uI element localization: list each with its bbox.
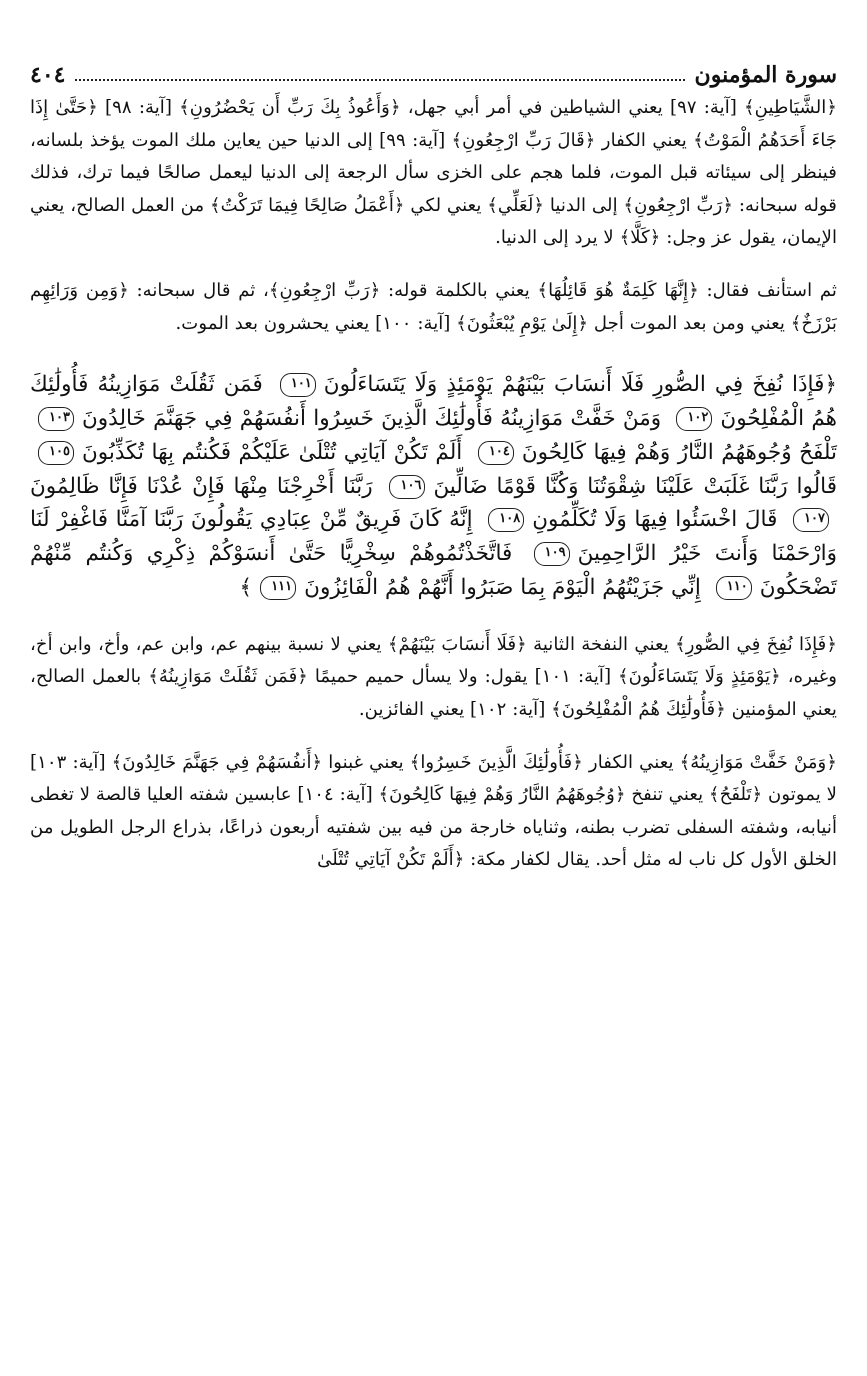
page-body (30, 92, 837, 877)
verse-text: أَلَمْ تَكُنْ آيَاتِي تُتْلَىٰ عَلَيْكُمْ فَكُنتُم بِهَا تُكَذِّبُونَ (82, 439, 463, 465)
verse-number-marker: ١٠٤ (478, 441, 514, 465)
verse-text: فَمَن ثَقُلَتْ مَوَازِينُهُ فَأُولَٰئِكَ هُمُ الْمُفْلِحُونَ (30, 372, 838, 431)
verse-text: وَمَنْ خَفَّتْ مَوَازِينُهُ فَأُولَٰئِكَ الَّذِينَ خَسِرُوا أَنفُسَهُمْ فِي جَهَنَّمَ خَالِدُونَ (82, 405, 662, 431)
verse-number-marker: ١٠١ (280, 373, 316, 397)
verse-number-marker: ١٠٥ (38, 441, 74, 465)
verse-number-marker: ١٠٢ (676, 407, 712, 431)
verse-text: تَلْفَحُ وُجُوهَهُمُ النَّارُ وَهُمْ فِيهَا كَالِحُونَ (521, 439, 837, 465)
verse-number-marker: ١٠٩ (534, 542, 570, 566)
surah-title: سورة المؤمنون (694, 62, 837, 88)
header-dotted-leader (75, 79, 684, 81)
tafsir-paragraph-4: ﴿وَمَنْ خَفَّتْ مَوَازِينُهُ﴾ يعني الكفار ﴿فَأُولَٰئِكَ الَّذِينَ خَسِرُوا﴾ يعني غبنوا ﴿أَنفُسَهُمْ فِي جَهَنَّمَ خَالِدُونَ﴾ [آية: ١٠٣] لا يموتون ﴿تَلْفَحُ﴾ يعني تنفخ ﴿وُجُوهَهُمُ النَّارُ وَهُمْ فِيهَا كَالِحُونَ﴾ [آية: ١٠٤] عابسين شفته العليا قالصة لا تغطى أنيابه، وشفته السفلى تضرب بطنه، وثناياه خارجة من فيه بين شفتيه أربعون ذراعًا، بذراع الرجل الطويل من الخلق الأول كل ناب له مثل أحد. يقال لكفار مكة: ﴿أَلَمْ تَكُنْ آيَاتِي تُتْلَىٰ (30, 751, 837, 871)
verse-text: قَالُوا رَبَّنَا غَلَبَتْ عَلَيْنَا شِقْوَتُنَا وَكُنَّا قَوْمًا ضَالِّينَ (433, 473, 838, 499)
verse-text: فَاتَّخَذْتُمُوهُمْ سِخْرِيًّا حَتَّىٰ أَنسَوْكُمْ ذِكْرِي وَكُنتُم مِّنْهُمْ تَضْحَكُونَ (30, 541, 837, 600)
verse-number-marker: ١١١ (260, 576, 296, 600)
verse-number-marker: ١١٠ (716, 576, 752, 600)
verse-number-marker: ١٠٧ (793, 508, 829, 532)
verse-text: إِنِّي جَزَيْتُهُمُ الْيَوْمَ بِمَا صَبَرُوا أَنَّهُمْ هُمُ الْفَائِزُونَ (304, 574, 701, 600)
page-number: ٤٠٤ (30, 62, 66, 88)
verse-number-marker: ١٠٣ (38, 407, 74, 431)
tafsir-paragraph-1: ﴿الشَّيَاطِينِ﴾ [آية: ٩٧] يعني الشياطين في أمر أبي جهل، ﴿وَأَعُوذُ بِكَ رَبِّ أَن يَحْضُرُونِ﴾ [آية: ٩٨] ﴿حَتَّىٰ إِذَا جَاءَ أَحَدَهُمُ الْمَوْتُ﴾ يعني الكفار ﴿قَالَ رَبِّ ارْجِعُونِ﴾ [آية: ٩٩] إلى الدنيا حين يعاين ملك الموت يؤخذ بلسانه، فينظر إلى سيئاته قبل الموت، فلما هجم على الخزى سأل الرجعة إلى الدنيا ليعمل صالحًا فيما ترك، فذلك قوله سبحانه: ﴿رَبِّ ارْجِعُونِ﴾ إلى الدنيا ﴿لَعَلِّي﴾ يعني لكي ﴿أَعْمَلُ صَالِحًا فِيمَا تَرَكْتُ﴾ من العمل الصالح، يعني الإيمان، يقول عز وجل: ﴿كَلَّا﴾ لا يرد إلى الدنيا. (30, 97, 837, 249)
quran-open-bracket: ﴿ (824, 372, 837, 398)
verse-text: قَالَ اخْسَئُوا فِيهَا وَلَا تُكَلِّمُونِ (532, 507, 778, 533)
verse-number-marker: ١٠٦ (389, 475, 425, 499)
quran-close-bracket: ﴾ (239, 574, 253, 600)
page-header (30, 54, 837, 88)
verse-text: رَبَّنَا أَخْرِجْنَا مِنْهَا فَإِنْ عُدْنَا فَإِنَّا ظَالِمُونَ (30, 473, 373, 499)
tafsir-paragraph-3: ﴿فَإِذَا نُفِخَ فِي الصُّورِ﴾ يعني النفخة الثانية ﴿فَلَا أَنسَابَ بَيْنَهُمْ﴾ يعني لا نسبة بينهم عم، وابن عم، وأخ، وابن أخ، وغيره، ﴿يَوْمَئِذٍ وَلَا يَتَسَاءَلُونَ﴾ [آية: ١٠١] يقول: ولا يسأل حميم حميمًا ﴿فَمَن ثَقُلَتْ مَوَازِينُهُ﴾ بالعمل الصالح، يعني المؤمنين ﴿فَأُولَٰئِكَ هُمُ الْمُفْلِحُونَ﴾ [آية: ١٠٢] يعني الفائزين. (30, 633, 838, 720)
verse-number-marker: ١٠٨ (488, 508, 524, 532)
tafsir-paragraph-2: ثم استأنف فقال: ﴿إِنَّهَا كَلِمَةٌ هُوَ قَائِلُهَا﴾ يعني بالكلمة قوله: ﴿رَبِّ ارْجِعُونِ﴾، ثم قال سبحانه: ﴿وَمِن وَرَائِهِم بَرْزَخٌ﴾ يعني ومن بعد الموت أجل ﴿إِلَىٰ يَوْمِ يُبْعَثُونَ﴾ [آية: ١٠٠] يعني يحشرون بعد الموت. (30, 279, 837, 334)
quran-verses-block (30, 364, 837, 605)
verse-text: فَإِذَا نُفِخَ فِي الصُّورِ فَلَا أَنسَابَ بَيْنَهُمْ يَوْمَئِذٍ وَلَا يَتَسَاءَلُونَ (323, 372, 825, 398)
verse-text: إِنَّهُ كَانَ فَرِيقٌ مِّنْ عِبَادِي يَقُولُونَ رَبَّنَا آمَنَّا فَاغْفِرْ لَنَا وَارْحَمْنَا وَأَنتَ خَيْرُ الرَّاحِمِينَ (30, 507, 837, 567)
